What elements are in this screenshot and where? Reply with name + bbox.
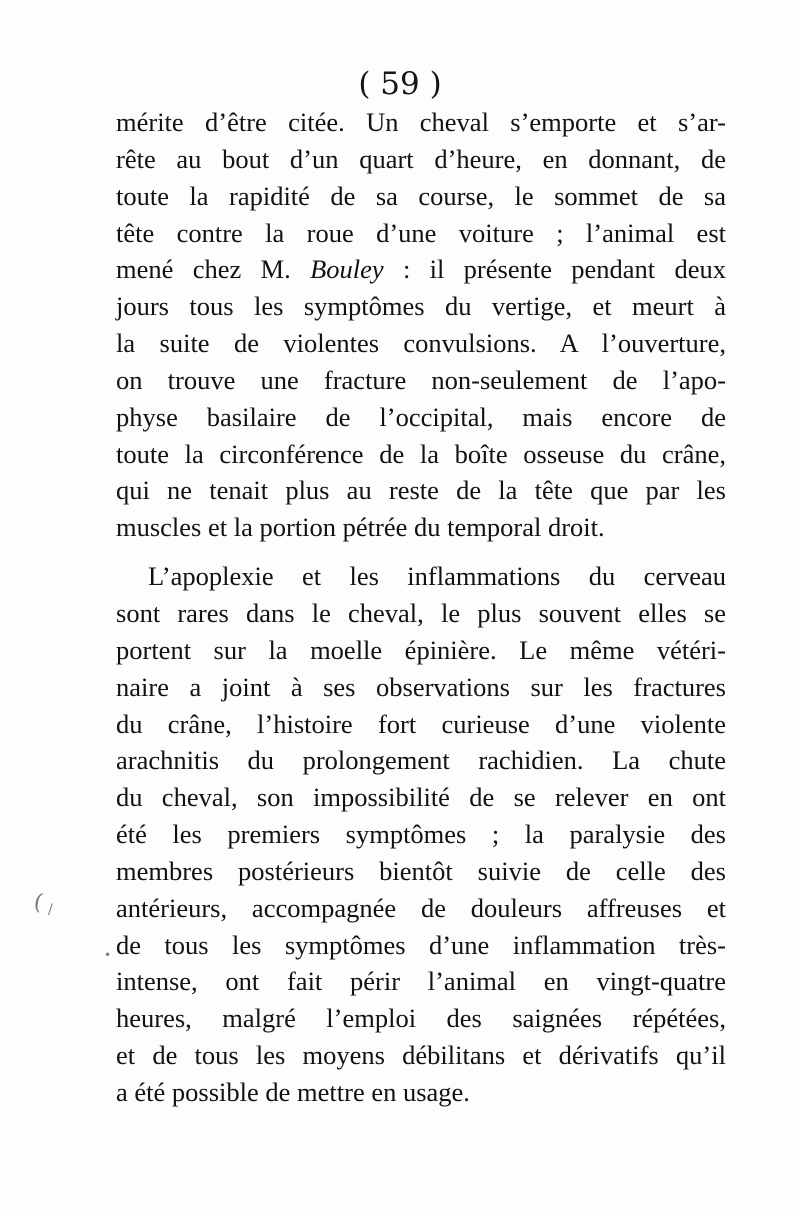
line-text: a été possible de mettre en usage. [116, 1076, 470, 1107]
text-line [116, 927, 726, 964]
line-text-continued: : il présente pendant deux [383, 254, 726, 285]
margin-mark: / [48, 902, 53, 918]
line-text: de tous les symptômes d’une inflammation très- [116, 929, 726, 960]
paragraph-1 [116, 104, 726, 546]
line-text: antérieurs, accompagnée de douleurs affreuses et [116, 892, 726, 923]
text-line [116, 141, 726, 178]
text-line [116, 742, 726, 779]
text-line [116, 509, 726, 546]
text-line [116, 399, 726, 436]
text-line [116, 669, 726, 706]
text-line [116, 325, 726, 362]
text-line [116, 215, 726, 252]
page-number: ( 59 ) [358, 66, 442, 102]
paragraph-2 [116, 558, 726, 1111]
text-line [116, 632, 726, 669]
paragraph-gap [116, 546, 726, 558]
line-text: mené chez M. [116, 254, 311, 285]
line-text: on trouve une fracture non-seulement de l’apo- [116, 364, 726, 395]
line-text: sont rares dans le cheval, le plus souvent elles se [116, 597, 726, 628]
line-text: été les premiers symptômes ; la paralysie des [116, 819, 726, 850]
text-line [116, 178, 726, 215]
line-text: qui ne tenait plus au reste de la tête que par les [116, 475, 726, 506]
line-text-italic: Bouley [310, 254, 384, 285]
text-line [116, 436, 726, 473]
line-text: du cheval, son impossibilité de se relever en ont [116, 782, 726, 813]
text-line [116, 472, 726, 509]
text-line [116, 779, 726, 816]
line-text: mérite d’être citée. Un cheval s’emporte et s’ar- [116, 107, 726, 137]
line-text: arachnitis du prolongement rachidien. La chute [116, 745, 726, 776]
line-text: L’apoplexie et les inflammations du cerveau [148, 561, 726, 592]
text-line [116, 104, 726, 141]
text-line [116, 1074, 726, 1111]
text-line [116, 890, 726, 927]
line-text: intense, ont fait périr l’animal en vingt-quatre [116, 966, 726, 997]
text-line [116, 251, 726, 288]
text-line [116, 362, 726, 399]
line-text: toute la circonférence de la boîte osseuse du crâne, [116, 438, 726, 469]
line-text: tête contre la roue d’une voiture ; l’animal est [116, 217, 726, 248]
line-text: membres postérieurs bientôt suivie de celle des [116, 855, 726, 886]
text-line [116, 1037, 726, 1074]
line-text: toute la rapidité de sa course, le sommet de sa [116, 180, 726, 211]
text-line [116, 1000, 726, 1037]
text-line [116, 288, 726, 325]
margin-mark: • [104, 948, 112, 962]
text-line [116, 706, 726, 743]
text-line [116, 595, 726, 632]
line-text: la suite de violentes convulsions. A l’ouverture, [116, 328, 726, 359]
margin-mark: ( [31, 889, 46, 916]
line-text: jours tous les symptômes du vertige, et meurt à [116, 291, 726, 322]
line-text: naire a joint à ses observations sur les fractures [116, 671, 726, 702]
text-line [116, 816, 726, 853]
line-text: physe basilaire de l’occipital, mais encore de [116, 401, 726, 432]
line-text: et de tous les moyens débilitans et dérivatifs qu’il [116, 1040, 726, 1071]
text-line [116, 853, 726, 890]
text-line [116, 963, 726, 1000]
body-text [116, 104, 726, 1111]
line-text: rête au bout d’un quart d’heure, en donnant, de [116, 143, 726, 174]
line-text: muscles et la portion pétrée du temporal droit. [116, 512, 605, 543]
text-line [116, 558, 726, 595]
line-text: heures, malgré l’emploi des saignées répétées, [116, 1003, 726, 1034]
line-text: portent sur la moelle épinière. Le même vétéri- [116, 634, 726, 665]
line-text: du crâne, l’histoire fort curieuse d’une violente [116, 708, 726, 739]
